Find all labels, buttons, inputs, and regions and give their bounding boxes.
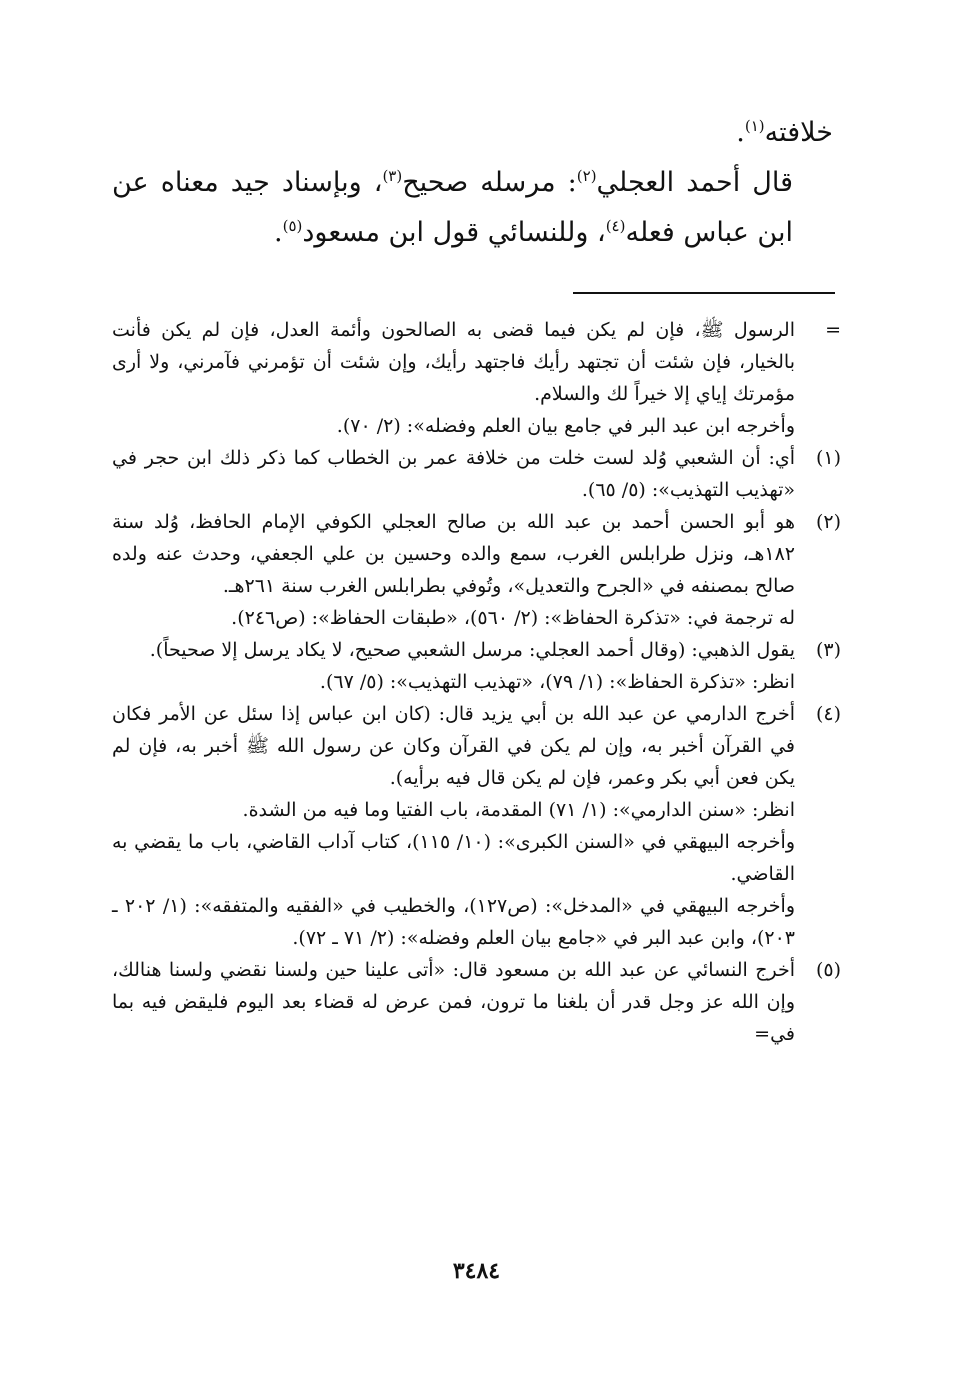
footnote-line: له ترجمة في: «تذكرة الحفاظ»: (٢/ ٥٦٠)، «طبقات الحفاظ»: (ص٢٤٦). [231, 607, 795, 629]
footnote-4 [112, 698, 841, 954]
footnote-line: هو أبو الحسن أحمد بن عبد الله بن صالح العجلي الكوفي الإمام الحافظ، وُلد سنة ١٨٢هـ، ونزل طرابلس الغرب، سمع والده وحسين بن علي الجعفي، وحدث عنه ولده صالح بمصنفه في «الجرح والتعديل»، وتُوفي بطرابلس الغرب سنة ٢٦١هـ. [112, 511, 795, 597]
main-text-fragment: . [736, 117, 745, 148]
footnote-line: وأخرجه البيهقي في «السنن الكبرى»: (١٠/ ١١٥)، كتاب آداب القاضي، باب ما يقضي به القاضي. [112, 831, 795, 885]
continuation-mark: = [825, 319, 841, 341]
page-number: ٣٤٨٤ [452, 1258, 501, 1284]
footnote-line: الرسول ﷺ، فإن لم يكن فيما قضى به الصالحون وأئمة العدل، فإن لم يكن فأنت بالخيار، فإن شئت أن تجتهد رأيك فاجتهد رأيك، وإن شئت أن تؤمرني فآمرني، ولا أرى مؤمرتك إياي إلا خيراً لك والسلام. [112, 319, 795, 405]
footnote-ref-1[interactable]: (١) [744, 117, 765, 135]
main-line-1 [112, 108, 833, 158]
footnote-number: (١) [815, 447, 841, 469]
footnote-number: (٤) [815, 703, 841, 725]
footnote-line: أخرج الدارمي عن عبد الله بن أبي يزيد قال: (كان ابن عباس إذا سئل عن الأمر فكان في القرآن أخبر به، وإن لم يكن في القرآن وكان عن رسول الله ﷺ أخبر به، فإن لم يكن فعن أبي بكر وعمر، فإن لم يكن قال فيه برأيه). [112, 703, 795, 789]
main-text-fragment: قال أحمد العجلي [596, 167, 794, 198]
footnote-3 [112, 634, 841, 698]
footnote-separator [573, 292, 835, 294]
footnote-number: (٣) [815, 639, 841, 661]
main-text [112, 108, 833, 258]
footnotes [112, 314, 841, 1050]
main-paragraph-2 [112, 158, 833, 258]
footnote-continuation [112, 314, 841, 442]
footnote-ref-5[interactable]: (٥) [282, 217, 303, 235]
footnote-line: أي: أن الشعبي وُلد لست خلت من خلافة عمر بن الخطاب كما ذكر ذلك ابن حجر في «تهذيب التهذيب»: (٥/ ٦٥). [112, 447, 795, 501]
footnote-line: انظر: «سنن الدارمي»: (١/ ٧١) المقدمة، باب الفتيا وما فيه من الشدة. [242, 799, 795, 821]
footnote-2 [112, 506, 841, 634]
main-text-fragment: : مرسله صحيح [402, 167, 577, 198]
footnote-line: يقول الذهبي: (وقال أحمد العجلي: مرسل الشعبي صحيح، لا يكاد يرسل إلا صحيحاً). [149, 639, 795, 661]
footnote-ref-3[interactable]: (٣) [382, 167, 403, 185]
footnote-5 [112, 954, 841, 1050]
footnote-number: (٢) [815, 511, 841, 533]
footnote-line: وأخرجه ابن عبد البر في جامع بيان العلم وفضله»: (٢/ ٧٠). [336, 415, 795, 437]
footnote-line: وأخرجه البيهقي في «المدخل»: (ص١٢٧)، والخطيب في «الفقيه والمتفقه»: (١/ ٢٠٢ ـ ٢٠٣)، وابن عبد البر في «جامع بيان العلم وفضله»: (٢/ ٧١ ـ ٧٢). [112, 895, 795, 949]
footnote-line: انظر: «تذكرة الحفاظ»: (١/ ٧٩)، «تهذيب التهذيب»: (٥/ ٦٧). [319, 671, 795, 693]
footnote-1 [112, 442, 841, 506]
main-text-fragment: ، وللنسائي قول ابن مسعود [302, 217, 606, 248]
footnote-ref-2[interactable]: (٢) [576, 167, 597, 185]
footnote-ref-4[interactable]: (٤) [605, 217, 626, 235]
main-text-fragment: ، وبإسناد جيد معناه عن ابن عباس فعله [112, 167, 793, 248]
main-text-fragment: . [273, 217, 283, 248]
footnote-number: (٥) [815, 959, 841, 981]
footnote-line: أخرج النسائي عن عبد الله بن مسعود قال: «أتى علينا حين ولسنا نقضي ولسنا هنالك، وإن الله عز وجل قدر أن بلغنا ما ترون، فمن عرض له قضاء بعد اليوم فليقض فيه بما في= [112, 959, 795, 1045]
main-text-fragment: خلافته [764, 117, 833, 148]
